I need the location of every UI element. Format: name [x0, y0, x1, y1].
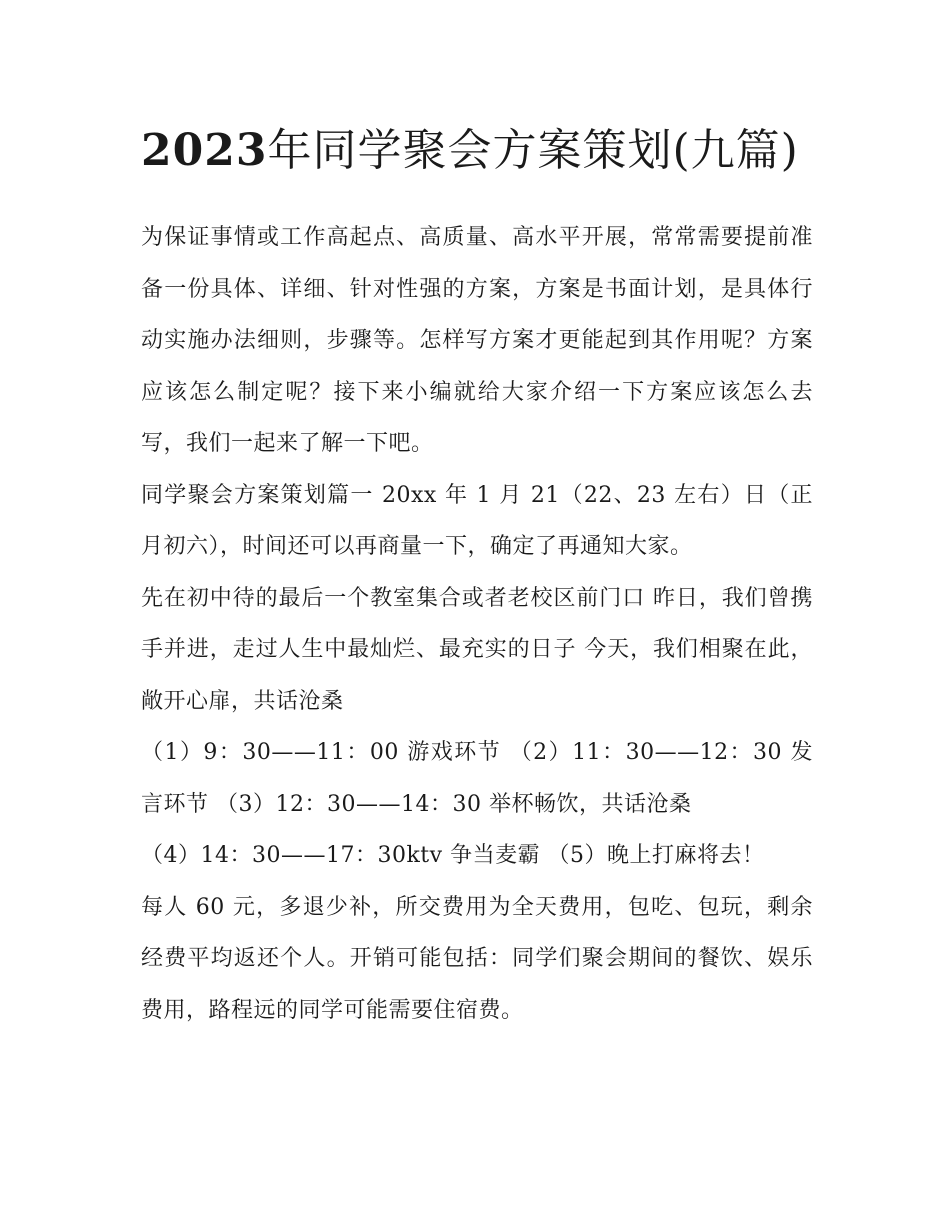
- title-text: 年同学聚会方案策划(九篇): [267, 125, 799, 176]
- intro-paragraph: 为保证事情或工作高起点、高质量、高水平开展，常常需要提前准备一份具体、详细、针对性强的方案，方案是书面计划，是具体行动实施办法细则，步骤等。怎样写方案才更能起到其作用呢？方案应该怎么制定呢？接下来小编就给大家介绍一下方案应该怎么去写，我们一起来了解一下吧。: [141, 225, 813, 456]
- paragraph-time: 同学聚会方案策划篇一 20xx 年 1 月 21（22、23 左右）日（正月初六），时间还可以再商量一下，确定了再通知大家。: [141, 482, 813, 559]
- paragraph-location: 先在初中待的最后一个教室集合或者老校区前门口 昨日，我们曾携手并进，走过人生中最灿烂、最充实的日子 今天，我们相聚在此，敞开心扉，共话沧桑: [141, 585, 813, 714]
- document-title: [141, 114, 813, 188]
- title-year: 2023: [141, 125, 268, 176]
- document-page: [141, 114, 813, 1036]
- paragraph-cost: 每人 60 元，多退少补，所交费用为全天费用，包吃、包玩，剩余经费平均返还个人。开销可能包括：同学们聚会期间的餐饮、娱乐费用，路程远的同学可能需要住宿费。: [141, 894, 813, 1023]
- paragraph-schedule-1: （1）9：30——11：00 游戏环节 （2）11：30——12：30 发言环节 （3）12：30——14：30 举杯畅饮，共话沧桑: [141, 740, 813, 817]
- paragraph-schedule-2: （4）14：30——17：30ktv 争当麦霸 （5）晚上打麻将去！: [141, 843, 765, 868]
